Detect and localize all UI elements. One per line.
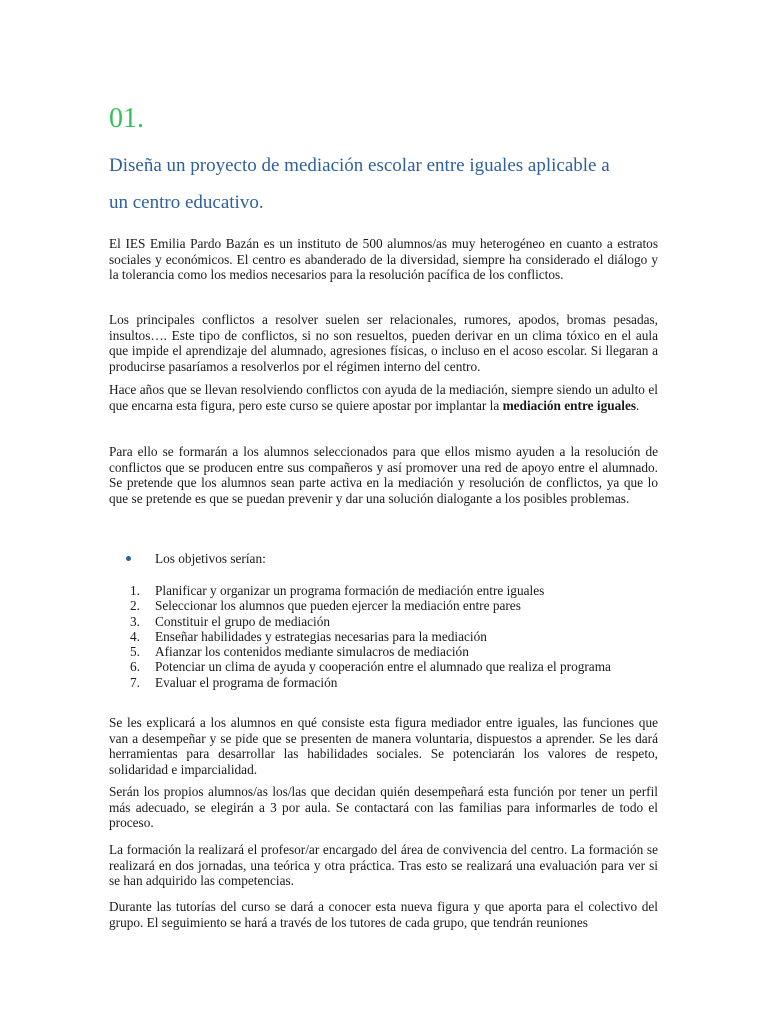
paragraph-intro: El IES Emilia Pardo Bazán es un instituto de 500 alumnos/as muy heterogéneo en cuanto a estratos sociales y económicos. El centro es abanderado de la diversidad, siempre ha considerado el diálogo y la tolerancia como los medios necesarios para la resolución pacífica de los conflictos.: [109, 236, 658, 283]
paragraph-mediation-bold: mediación entre iguales: [502, 397, 637, 413]
list-item-number: 3.: [130, 613, 140, 629]
list-item-text: Planificar y organizar un programa formación de mediación entre iguales: [155, 583, 545, 598]
list-item-text: Potenciar un clima de ayuda y cooperación entre el alumnado que realiza el programa: [155, 659, 611, 675]
list-item-text: Evaluar el programa de formación: [155, 674, 338, 690]
list-item-text: Constituir el grupo de mediación: [155, 613, 331, 629]
section-title-line2: un centro educativo.: [109, 192, 264, 213]
list-item-number: 5.: [130, 644, 140, 660]
objectives-bullet-text: Los objetivos serían:: [155, 551, 266, 566]
section-title: [109, 147, 669, 221]
paragraph-mediation: [109, 382, 658, 413]
paragraph-conflicts: Los principales conflictos a resolver suelen ser relacionales, rumores, apodos, bromas pesadas, insultos…. Este tipo de conflictos, si no son resueltos, pueden derivar en un clima tóxico en el aula que impide el aprendizaje del alumnado, agresiones físicas, o incluso en el acoso escolar. Si llegaran a producirse pasaríamos a resolverlos por el régimen interno del centro.: [109, 312, 658, 374]
paragraph-selection: Serán los propios alumnos/as los/las que decidan quién desempeñará esta función por tener un perfil más adecuado, se elegirán a 3 por aula. Se contactará con las familias para informarles de todo el proceso.: [109, 784, 658, 831]
paragraph-mediation-start: Hace años que se llevan resolviendo conflictos con ayuda de la mediación, siempre siendo un adulto el que encarna esta figura, pero este curso se quiere apostar por implantar la: [109, 382, 658, 413]
section-title-line1: Diseña un proyecto de mediación escolar entre iguales aplicable a: [109, 155, 610, 176]
list-item-number: 7.: [130, 674, 140, 690]
paragraph-mediation-end: .: [636, 397, 640, 413]
list-item-number: 1.: [130, 583, 140, 598]
list-item-number: 6.: [130, 659, 140, 675]
paragraph-training: Para ello se formarán a los alumnos seleccionados para que ellos mismo ayuden a la resolución de conflictos que se producen entre sus compañeros y así promover una red de apoyo entre el alumnado. Se pretende que los alumnos sean parte activa en la mediación y resolución de conflictos, ya que lo que se pretende es que se puedan prevenir y dar una solución dialogante a los posibles problemas.: [109, 444, 658, 506]
paragraph-explanation: Se les explicará a los alumnos en qué consiste esta figura mediador entre iguales, las funciones que van a desempeñar y se pide que se presenten de manera voluntaria, dispuestos a aprender. Se les dará herramientas para desarrollar las habilidades sociales. Se potenciarán los valores de respeto, solidaridad e imparcialidad.: [109, 715, 658, 777]
bullet-dot-icon: [126, 556, 131, 561]
list-item-text: Enseñar habilidades y estrategias necesarias para la mediación: [155, 628, 487, 644]
list-item-number: 2.: [130, 598, 140, 614]
paragraph-tutorials: Durante las tutorías del curso se dará a conocer esta nueva figura y que aporta para el colectivo del grupo. El seguimiento se hará a través de los tutores de cada grupo, que tendrán reuniones: [109, 899, 658, 930]
list-item-text: Seleccionar los alumnos que pueden ejercer la mediación entre pares: [155, 598, 521, 614]
list-item-number: 4.: [130, 628, 140, 644]
list-item-text: Afianzar los contenidos mediante simulacros de mediación: [155, 644, 469, 660]
section-number: 01.: [109, 103, 144, 134]
paragraph-formation: La formación la realizará el profesor/ar encargado del área de convivencia del centro. La formación se realizará en dos jornadas, una teórica y otra práctica. Tras esto se realizará una evaluación para ver si se han adquirido las competencias.: [109, 842, 658, 889]
